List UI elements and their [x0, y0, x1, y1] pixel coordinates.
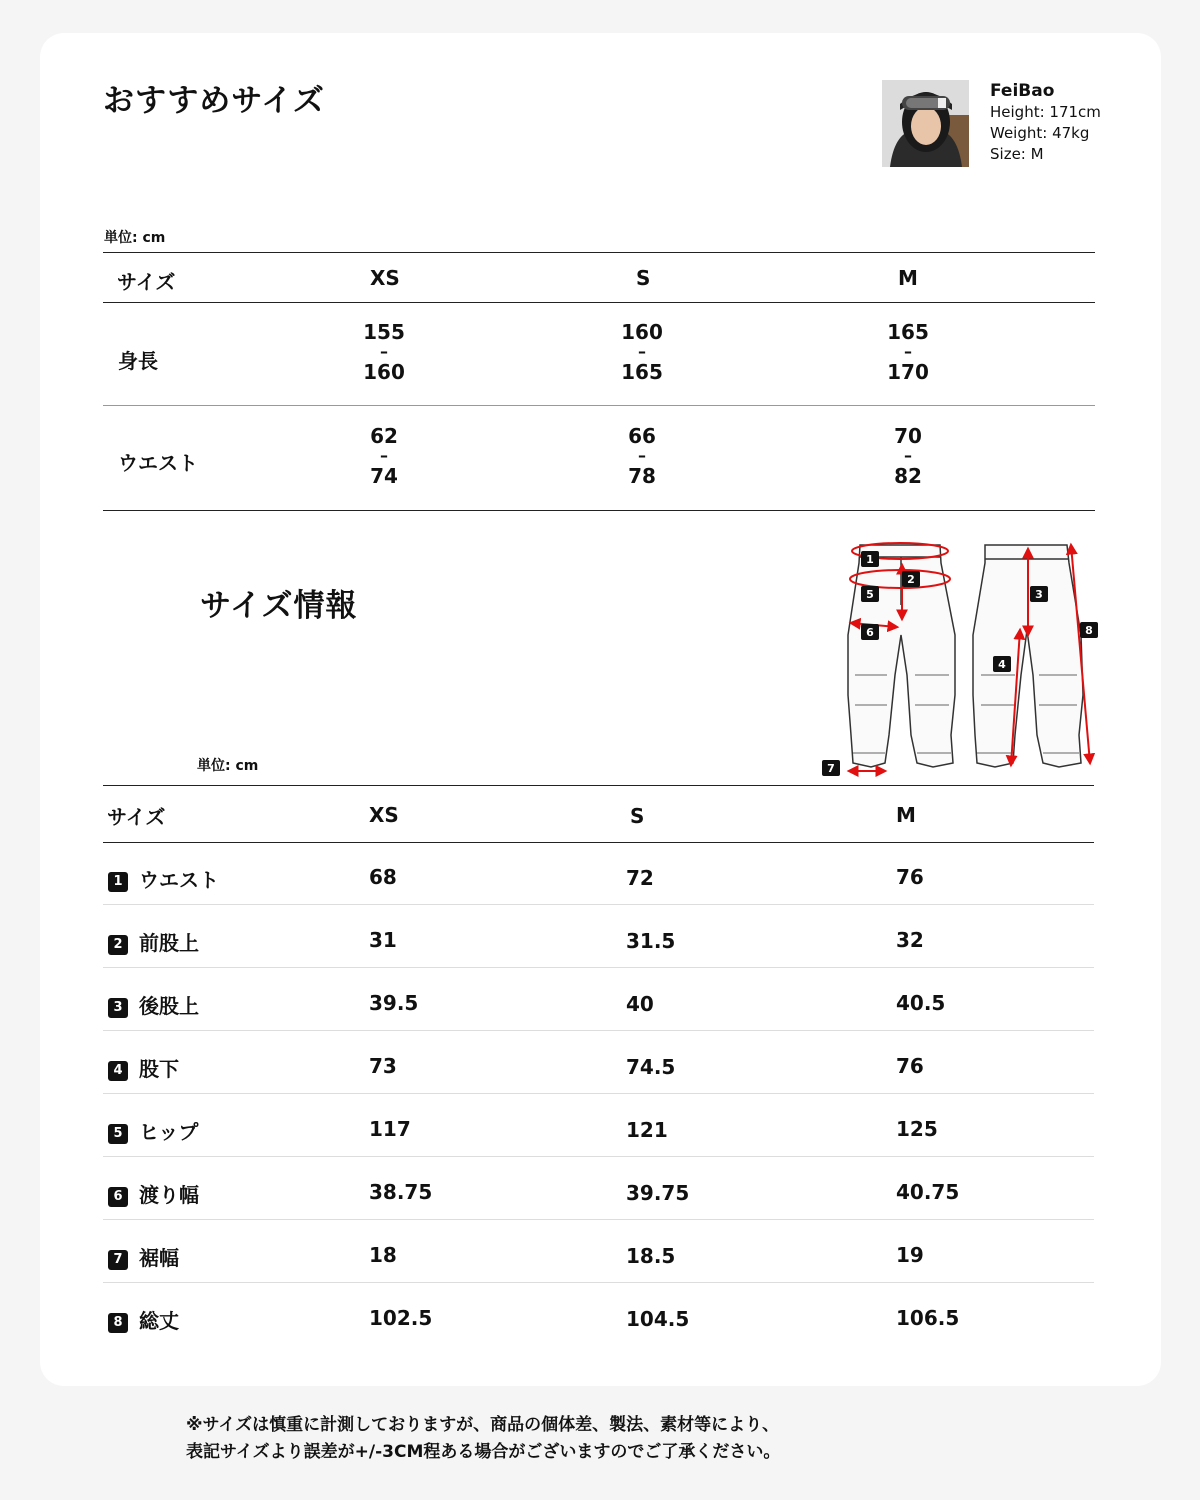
- recommend-range-cell: 66 – 78: [628, 424, 656, 488]
- measurement-value: 72: [626, 866, 654, 890]
- measurement-value: 104.5: [626, 1307, 690, 1331]
- measurement-value: 40.75: [896, 1180, 960, 1204]
- measurement-value: 40: [626, 992, 654, 1016]
- sizeinfo-header-s: S: [630, 804, 645, 828]
- model-photo: [882, 80, 969, 167]
- measurement-value: 19: [896, 1243, 924, 1267]
- recommend-range-cell: 165 – 170: [887, 320, 929, 384]
- number-badge: 7: [108, 1250, 128, 1270]
- recommend-header-xs: XS: [370, 266, 400, 290]
- diagram-badge: 7: [827, 762, 835, 775]
- row-divider: [103, 1219, 1094, 1220]
- number-badge: 4: [108, 1061, 128, 1081]
- sizeinfo-header-size: サイズ: [107, 805, 166, 829]
- measurement-row-label: [108, 927, 199, 956]
- row-divider: [103, 1156, 1094, 1157]
- diagram-badge: 2: [907, 573, 915, 586]
- diagram-badge: 8: [1085, 624, 1093, 637]
- measurement-value: 68: [369, 865, 397, 889]
- measurement-name: ヒップ: [139, 1120, 199, 1144]
- divider: [103, 302, 1095, 303]
- measurement-name: 股下: [139, 1057, 179, 1081]
- measurement-row-label: [108, 990, 199, 1019]
- recommend-range-cell: 70 – 82: [894, 424, 922, 488]
- measurement-row-label: [108, 864, 219, 893]
- recommend-range-cell: 62 – 74: [370, 424, 398, 488]
- sizeinfo-title: サイズ情報: [200, 588, 358, 624]
- measurement-row-label: [108, 1179, 199, 1208]
- note-line: ※サイズは慎重に計測しておりますが、商品の個体差、製法、素材等により、: [186, 1415, 780, 1435]
- row-divider: [103, 967, 1094, 968]
- recommend-header-s: S: [636, 266, 651, 290]
- divider: [103, 252, 1095, 253]
- measurement-value: 39.5: [369, 991, 419, 1015]
- sizeinfo-unit: 単位: cm: [197, 758, 259, 774]
- measurement-name: 総丈: [139, 1309, 179, 1333]
- diagram-badge: 4: [998, 658, 1006, 671]
- model-info: [990, 80, 1101, 165]
- note-line: 表記サイズより誤差が+/-3CM程ある場合がございますのでご了承ください。: [186, 1442, 781, 1462]
- measurement-name: ウエスト: [139, 868, 219, 892]
- measurement-value: 39.75: [626, 1181, 690, 1205]
- disclaimer-note: [186, 1412, 780, 1466]
- measurement-name: 前股上: [139, 931, 199, 955]
- row-divider: [103, 1093, 1094, 1094]
- number-badge: 1: [108, 872, 128, 892]
- measurement-value: 73: [369, 1054, 397, 1078]
- sizeinfo-header-m: M: [896, 803, 916, 827]
- divider: [103, 785, 1094, 786]
- recommend-range-cell: 155 – 160: [363, 320, 405, 384]
- diagram-badge: 3: [1035, 588, 1043, 601]
- diagram-badge: 6: [866, 626, 874, 639]
- measurement-value: 76: [896, 1054, 924, 1078]
- divider: [103, 405, 1095, 406]
- recommend-unit: 単位: cm: [104, 230, 166, 246]
- recommend-row-label: 身長: [118, 349, 158, 373]
- measurement-name: 裾幅: [139, 1246, 179, 1270]
- model-size: Size: M: [990, 145, 1044, 163]
- row-divider: [103, 904, 1094, 905]
- model-name: FeiBao: [990, 81, 1055, 101]
- measurement-row-label: [108, 1116, 198, 1145]
- measurement-value: 18: [369, 1243, 397, 1267]
- recommend-range-cell: 160 – 165: [621, 320, 663, 384]
- measurement-value: 18.5: [626, 1244, 676, 1268]
- diagram-badge: 1: [866, 553, 874, 566]
- measurement-value: 32: [896, 928, 924, 952]
- measurement-value: 106.5: [896, 1306, 960, 1330]
- diagram-badge: 5: [866, 588, 874, 601]
- pants-diagram: [815, 535, 1105, 789]
- divider: [103, 842, 1094, 843]
- measurement-value: 31: [369, 928, 397, 952]
- sizeinfo-header-xs: XS: [369, 803, 399, 827]
- recommend-header-size: サイズ: [117, 270, 176, 294]
- measurement-value: 31.5: [626, 929, 676, 953]
- model-weight: Weight: 47kg: [990, 124, 1090, 142]
- measurement-value: 74.5: [626, 1055, 676, 1079]
- measurement-row-label: [108, 1053, 179, 1082]
- measurement-value: 38.75: [369, 1180, 433, 1204]
- row-divider: [103, 1030, 1094, 1031]
- measurement-value: 76: [896, 865, 924, 889]
- measurement-name: 渡り幅: [139, 1183, 199, 1207]
- measurement-value: 102.5: [369, 1306, 433, 1330]
- recommend-row-label: ウエスト: [118, 451, 198, 475]
- number-badge: 8: [108, 1313, 128, 1333]
- row-divider: [103, 1282, 1094, 1283]
- recommend-header-m: M: [898, 266, 918, 290]
- measurement-value: 117: [369, 1117, 411, 1141]
- number-badge: 3: [108, 998, 128, 1018]
- model-height: Height: 171cm: [990, 103, 1101, 121]
- number-badge: 2: [108, 935, 128, 955]
- measurement-value: 40.5: [896, 991, 946, 1015]
- measurement-row-label: [108, 1305, 179, 1334]
- measurement-value: 125: [896, 1117, 938, 1141]
- measurement-value: 121: [626, 1118, 668, 1142]
- number-badge: 5: [108, 1124, 128, 1144]
- number-badge: 6: [108, 1187, 128, 1207]
- measurement-row-label: [108, 1242, 179, 1271]
- recommend-title: おすすめサイズ: [103, 83, 325, 119]
- measurement-name: 後股上: [139, 994, 199, 1018]
- divider: [103, 510, 1095, 511]
